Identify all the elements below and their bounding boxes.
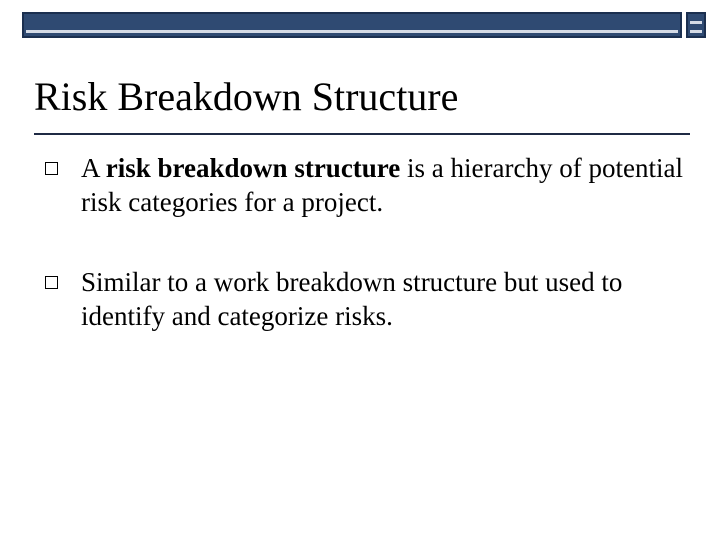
bullet-list — [36, 151, 696, 379]
hollow-square-bullet-icon — [45, 162, 58, 175]
header-decorative-bar — [22, 12, 682, 38]
bullet-text-bold-term: risk breakdown structure — [105, 153, 401, 183]
bullet-text-suffix: is a hierarchy of potential risk categories for a project. — [81, 153, 683, 217]
bullet-item-rbs-definition — [36, 151, 696, 219]
slide-title: Risk Breakdown Structure — [34, 74, 459, 119]
bullet-text-prefix: A — [81, 153, 106, 183]
hollow-square-bullet-icon — [45, 276, 58, 289]
bullet-text: Similar to a work breakdown structure but used to identify and categorize risks. — [81, 267, 623, 331]
header-decorative-block — [686, 12, 706, 38]
title-divider — [34, 133, 690, 135]
bullet-item-wbs-comparison — [36, 265, 696, 333]
